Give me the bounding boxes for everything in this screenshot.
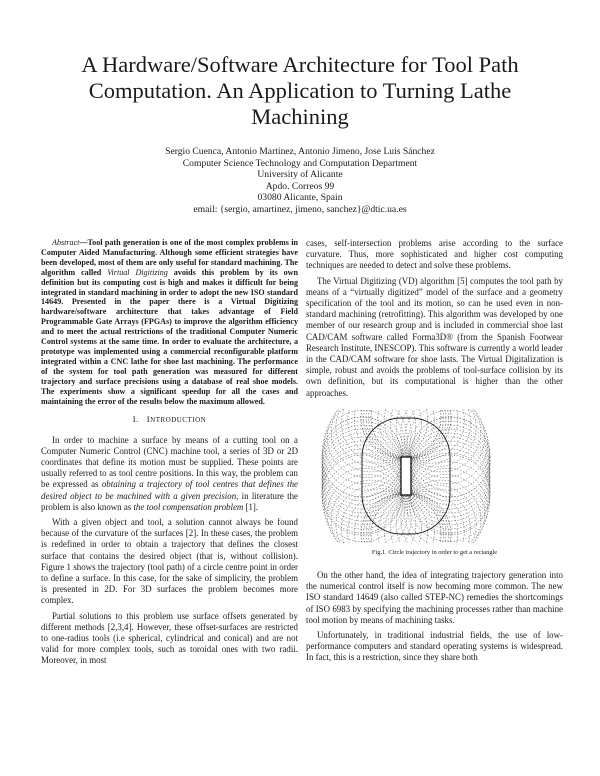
tool-circle bbox=[384, 409, 464, 460]
section-heading-introduction bbox=[41, 414, 298, 426]
right-column bbox=[306, 238, 563, 668]
tool-circle bbox=[384, 491, 464, 542]
section-numeral: I. bbox=[132, 414, 139, 425]
abstract-text-2: avoids this problem by its own definition but its computing cost is high and makes it difficult for being integrated in standard machining in order to adopt the new ISO standard 14649. Presented in the paper there is a Virtual Digitizing hardware/software architecture that takes advantage of Field Programmable Gate Arrays (FPGAs) to improve the algorithm efficiency and to meet the actual restrictions of the traditional Computer Numeric Control systems at the same time. In order to evaluate the architecture, a prototype was implemented using a commercial reconfigurable platform integrated within a CNC lathe for shoe last machining. The performance of the system for tool path generation was measured for different trajectory and surface precisions using a database of real shoe models. The experiments show a significant speedup for all the cases and maintaining the error of the results below the maximum allowed. bbox=[41, 267, 299, 406]
author-names: Sergio Cuenca, Antonio Martinez, Antonio Jimeno, Jose Luis Sánchez bbox=[165, 146, 435, 157]
right-paragraph-1: cases, self-intersection problems arise according to the surface curvature. Thus, more sophisticated and higher cost computing techniques are needed to detect and solve these problems. bbox=[306, 238, 563, 271]
author-university: University of Alicante bbox=[257, 169, 343, 181]
intro-p1-italic-1: obtaining a trajectory of tool centres that defines the desired object to be machined with a given precision, bbox=[41, 479, 298, 501]
paper-title: A Hardware/Software Architecture for Tool Path Computation. An Application to Turning Lathe Machining bbox=[81, 52, 519, 129]
left-column bbox=[41, 238, 298, 671]
target-rectangle bbox=[401, 457, 411, 495]
intro-p1-text-b: in literature the problem is also known as bbox=[41, 490, 298, 512]
tool-circle bbox=[324, 468, 404, 543]
abstract-lead: Abstract bbox=[52, 238, 80, 247]
tool-circle bbox=[348, 491, 428, 542]
right-paragraph-4: Unfortunately, in traditional industrial fields, the use of low-performance computers and standard operating systems is widespread. In fact, this is a restriction, since they share both bbox=[306, 630, 563, 663]
author-city: 03080 Alicante, Spain bbox=[257, 192, 343, 204]
tool-circle bbox=[405, 409, 485, 478]
circle-trajectory-diagram bbox=[306, 409, 563, 543]
section-title-initial: I bbox=[146, 414, 151, 425]
figure-1 bbox=[306, 409, 563, 543]
right-paragraph-3: On the other hand, the idea of integrating trajectory generation into the numerical control itself is now becoming more common. The new ISO standard 14649 (also called STEP-NC) remedies the shortcomings of ISO 6983 by specifying the machining processes rather than machine tool motion by means of machining tasks. bbox=[306, 570, 563, 625]
right-paragraph-2: The Virtual Digitizing (VD) algorithm [5] computes the tool path by means of a “virtually digitized” model of the surface and a geometry specification of the tool and its motion, so can be used even in non-standard machining (retrofitting). This algorithm was developed by one member of our research group and is included in commercial shoe last CAD/CAM software called Forma3D® (from the Spanish Footwear Research Institute, INESCOP). This software is currently a world leader in the CAD/CAM software for shoe lasts. The Virtual Digitalization is simple, robust and avoids the problems of tool-surface collision by its own definition, but its computational is higher than the other approaches. bbox=[306, 275, 563, 398]
author-department: Computer Science Technology and Computation Department bbox=[182, 157, 418, 169]
tool-circle bbox=[348, 409, 428, 460]
intro-paragraph-3: Partial solutions to this problem use surface offsets generated by different methods [2,3,4]. However, these offset-surfaces are restricted to one-radius tools (i.e spherical, cylindrical and conical) and are not valid for more complex tools, such as toroidal ones with two radii. Moreover, in most bbox=[41, 610, 298, 666]
abstract-italic-term: Virtual Digitizing bbox=[107, 267, 168, 277]
abstract-text-1: Tool path generation is one of the most complex problems in Computer Aided Manufacturing. Although some efficient strategies have been developed, most of them are only useful for standard machining. The algorithm called bbox=[41, 238, 298, 277]
abstract bbox=[41, 238, 298, 406]
figure-caption: Fig.1. Circle trajectory in order to get a rectangle bbox=[371, 548, 498, 556]
section-title-rest: NTRODUCTION bbox=[150, 416, 207, 425]
author-address: Apdo. Correos 99 bbox=[265, 180, 335, 192]
tool-circle bbox=[391, 409, 471, 463]
intro-p1-italic-2: the tool compensation problem bbox=[133, 501, 244, 512]
intro-paragraph-1 bbox=[41, 435, 298, 513]
author-email[interactable]: email: {sergio, amartinez, jimeno, sanchez}@dtic.ua.es bbox=[193, 203, 407, 215]
author-block bbox=[60, 146, 540, 216]
intro-p1-text-c: [1]. bbox=[243, 501, 259, 512]
abstract-dash: — bbox=[79, 238, 88, 247]
intro-p1-text-a: In order to machine a surface by means of a cutting tool on a Computer Numeric Control (CNC) machine tool, a series of 3D or 2D coordinates that define its motion must be supplied. These points are usually referred to as tool centre positions. In this way, the problem can be expressed as bbox=[41, 434, 298, 490]
intro-paragraph-2: With a given object and tool, a solution cannot always be found because of the curvature of the surfaces [2]. In these cases, the problem is redefined in order to obtain a trajectory that defines the closest surface that contains the desired object (that is, without collision). Figure 1 shows the trajectory (tool path) of a circle centre point in order to define a surface. In this case, for the sake of simplicity, the problem is presented in 2D. For 3D surfaces the problem becomes more complex. bbox=[41, 517, 298, 606]
